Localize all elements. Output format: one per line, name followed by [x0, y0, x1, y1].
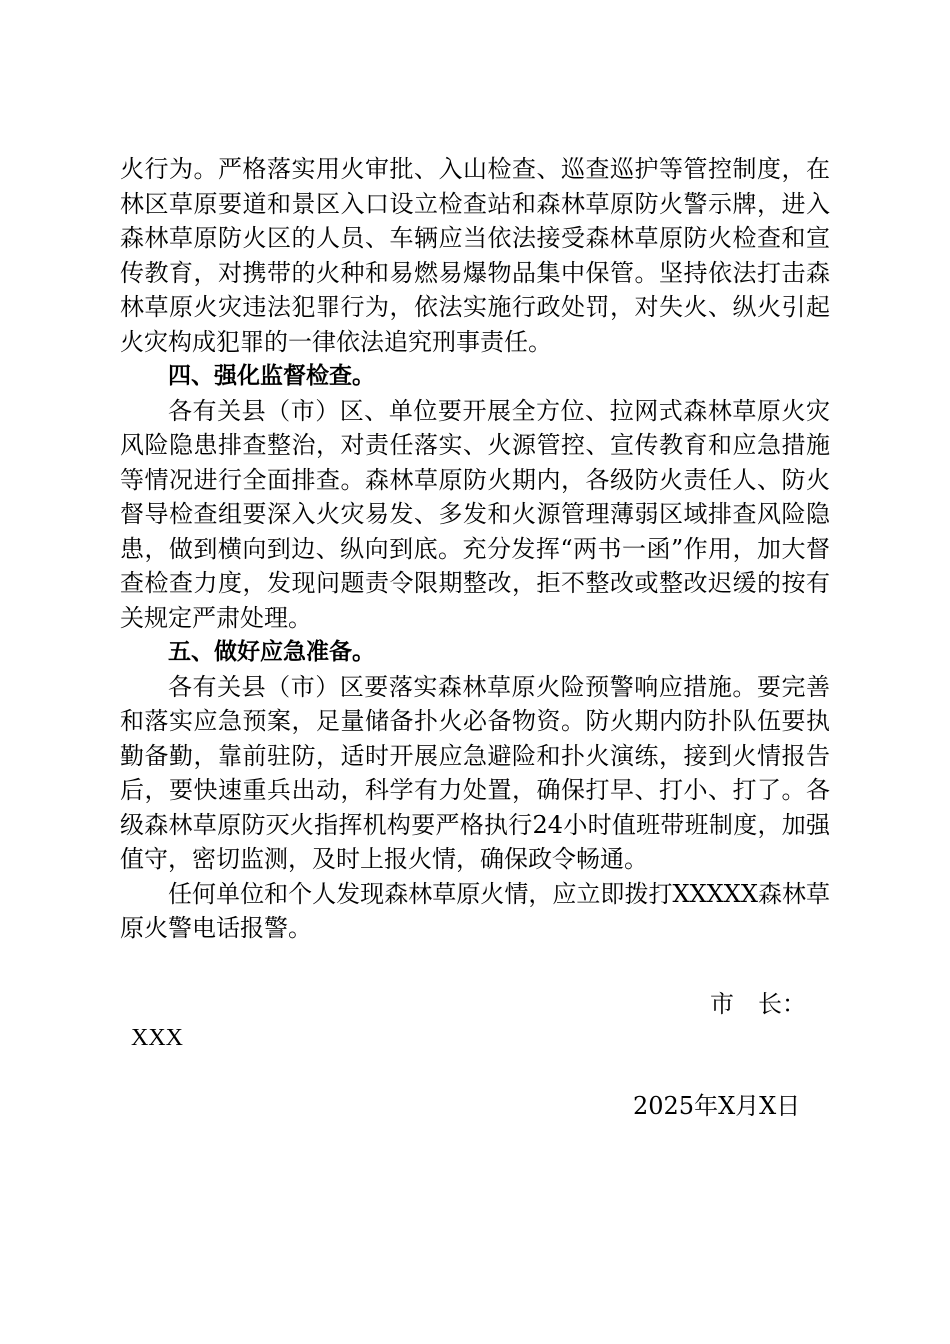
signature-name: XXX	[131, 1025, 183, 1051]
signature-title-part1: 市	[710, 990, 734, 1018]
paragraph-emergency: 各有关县（市）区要落实森林草原火险预警响应措施。要完善和落实应急预案，足量储备扑火必备物资。防火期内防扑队伍要执勤备勤，靠前驻防，适时开展应急避险和扑火演练，接到火情报告后，要快速重兵出动，科学有力处置，确保打早、打小、打了。各级森林草原防灭火指挥机构要严格执行24小时值班带班制度，加强值守，密切监测，及时上报火情，确保政令畅通。	[120, 672, 830, 873]
signature-title	[710, 987, 806, 1021]
signature-title-part2: 长：	[758, 990, 806, 1018]
section-heading-emergency: 五、做好应急准备。	[168, 639, 375, 665]
document-body	[120, 152, 830, 946]
section-heading-supervision: 四、强化监督检查。	[168, 363, 375, 389]
document-date: 2025年X月X日	[633, 1092, 801, 1120]
paragraph-supervision: 各有关县（市）区、单位要开展全方位、拉网式森林草原火灾风险隐患排查整治，对责任落实、火源管控、宣传教育和应急措施等情况进行全面排查。森林草原防火期内，各级防火责任人、防火督导检查组要深入火灾易发、多发和火源管理薄弱区域排查风险隐患，做到横向到边、纵向到底。充分发挥“两书一函”作用，加大督查检查力度，发现问题责令限期整改，拒不整改或整改迟缓的按有关规定严肃处理。	[120, 396, 830, 632]
paragraph-fire-behavior-control: 火行为。严格落实用火审批、入山检查、巡查巡护等管控制度，在林区草原要道和景区入口设立检查站和森林草原防火警示牌，进入森林草原防火区的人员、车辆应当依法接受森林草原防火检查和宣传教育，对携带的火种和易燃易爆物品集中保管。坚持依法打击森林草原火灾违法犯罪行为，依法实施行政处罚，对失火、纵火引起火灾构成犯罪的一律依法追究刑事责任。	[120, 155, 830, 356]
paragraph-fire-report: 任何单位和个人发现森林草原火情，应立即拨打XXXXX森林草原火警电话报警。	[120, 879, 830, 942]
